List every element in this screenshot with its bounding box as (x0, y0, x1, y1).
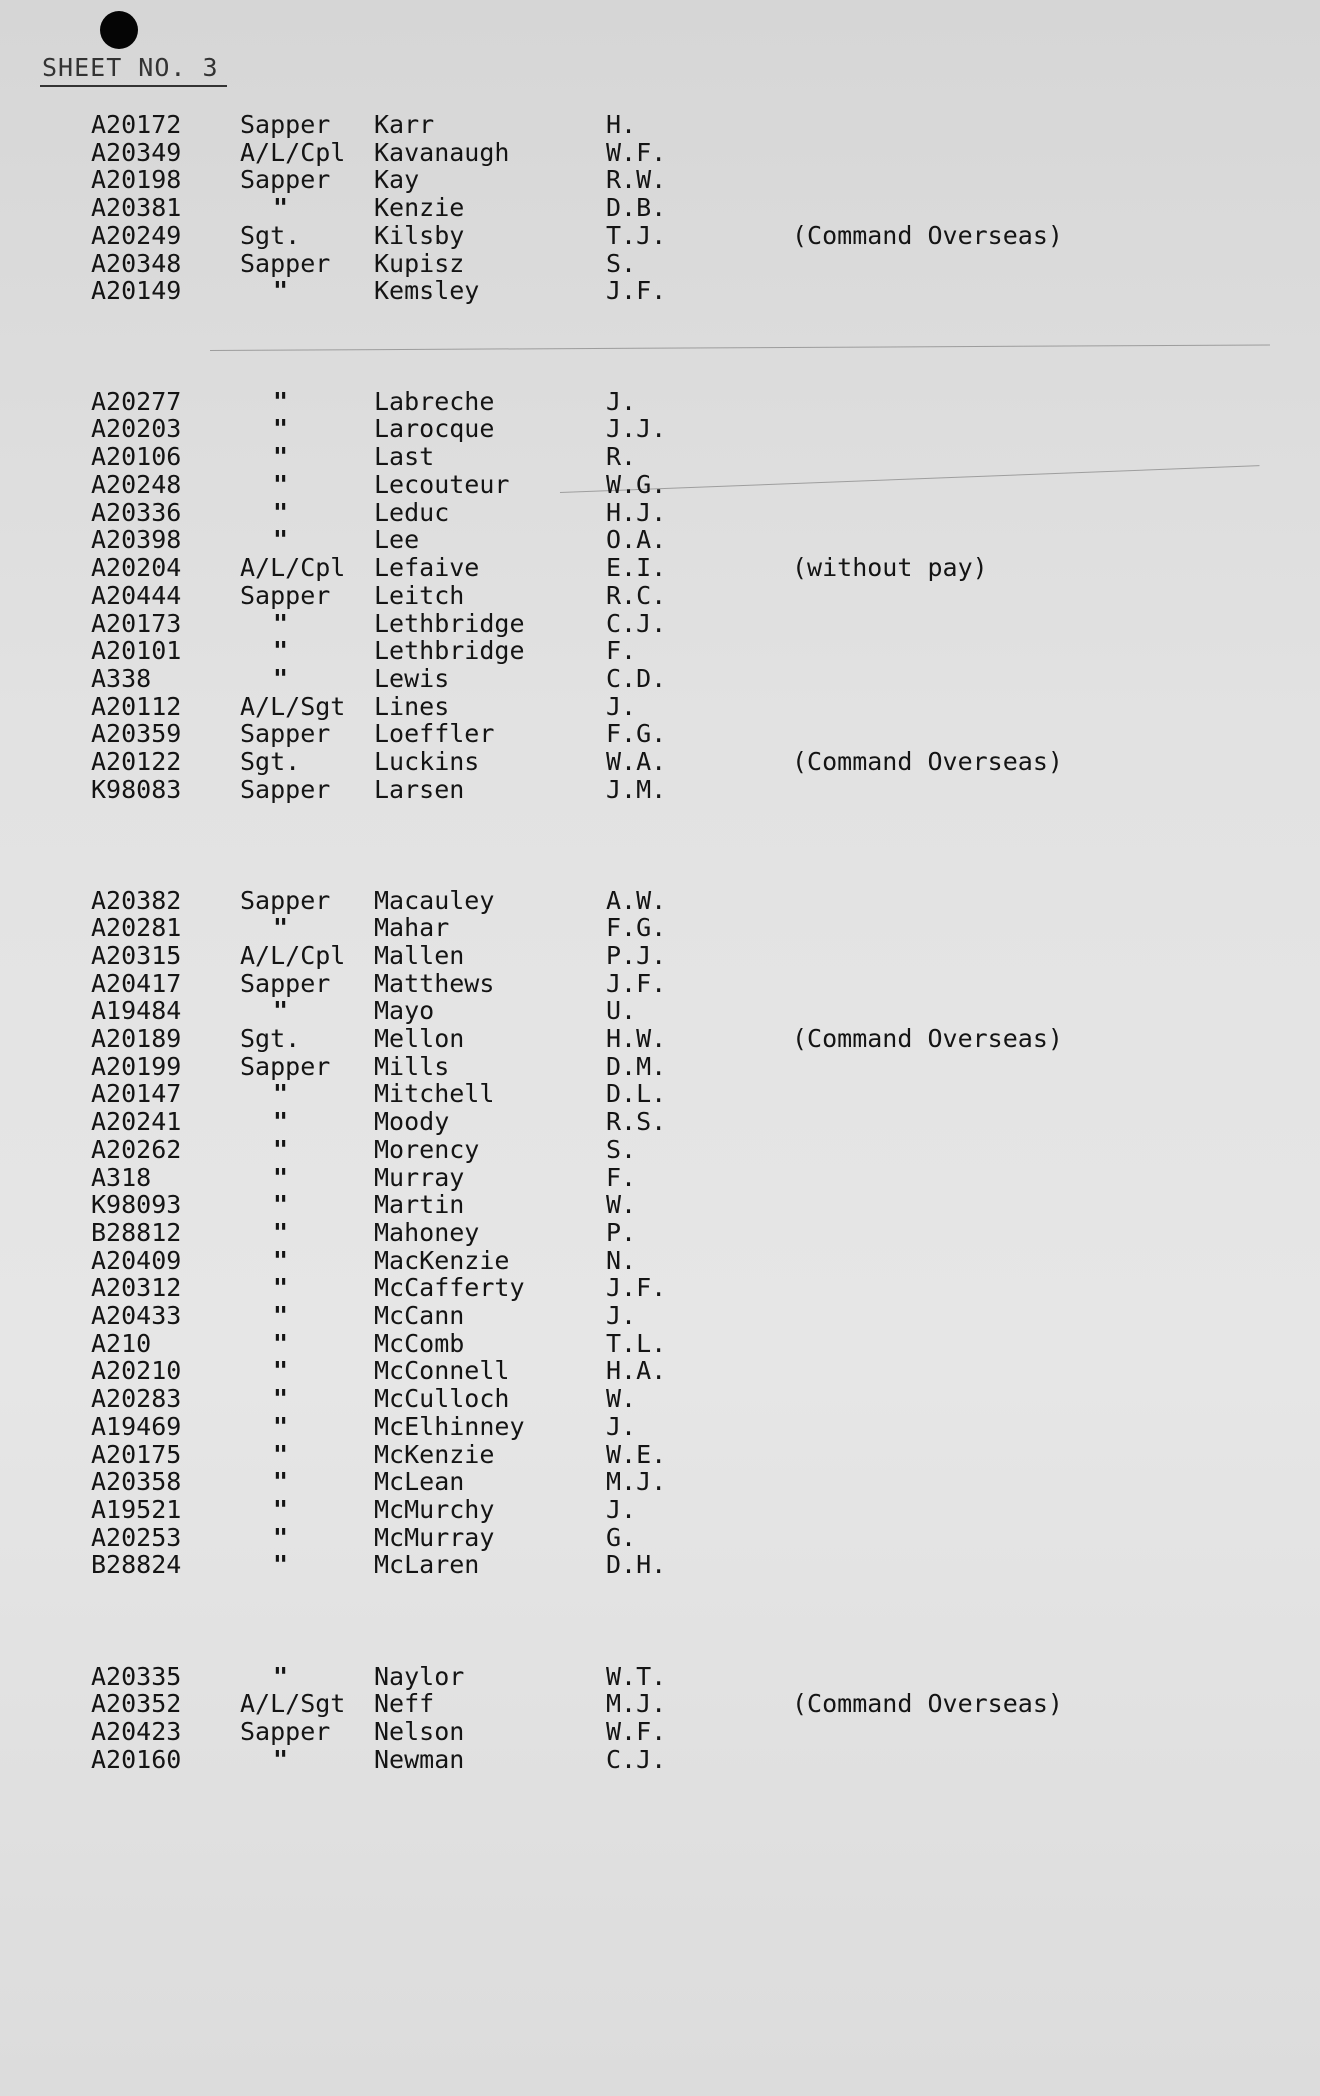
initials: H.A. (606, 1356, 667, 1385)
surname: Kemsley (374, 276, 480, 305)
initials: R.W. (606, 165, 667, 194)
rank: Sapper (240, 775, 331, 804)
roster-row (0, 1357, 1320, 1385)
surname: Mallen (374, 941, 465, 970)
service-number: A20172 (91, 110, 182, 139)
service-number: A20175 (91, 1440, 182, 1469)
service-number: A20189 (91, 1024, 182, 1053)
remark: (Command Overseas) (792, 1024, 1063, 1053)
initials: T.L. (606, 1329, 667, 1358)
service-number: A20312 (91, 1273, 182, 1302)
initials: G. (606, 1523, 637, 1552)
service-number: A20262 (91, 1135, 182, 1164)
surname: Nelson (374, 1717, 465, 1746)
service-number: A20248 (91, 470, 182, 499)
initials: H.J. (606, 498, 667, 527)
roster-row (0, 415, 1320, 443)
initials: J. (606, 1301, 637, 1330)
roster-row (0, 693, 1320, 721)
surname: Larsen (374, 775, 465, 804)
initials: O.A. (606, 525, 667, 554)
service-number: A20352 (91, 1689, 182, 1718)
initials: H. (606, 110, 637, 139)
service-number: A20173 (91, 609, 182, 638)
rank: " (273, 1495, 289, 1524)
rank: " (273, 1273, 289, 1302)
roster-row (0, 499, 1320, 527)
rank: Sapper (240, 581, 331, 610)
surname: Mellon (374, 1024, 465, 1053)
roster-row (0, 1219, 1320, 1247)
remark: (Command Overseas) (792, 1689, 1063, 1718)
rank: " (273, 276, 289, 305)
service-number: A20417 (91, 969, 182, 998)
roster-row (0, 1025, 1320, 1053)
initials: J.F. (606, 276, 667, 305)
roster-row (0, 1524, 1320, 1552)
remark: (without pay) (792, 553, 988, 582)
roster-row (0, 997, 1320, 1025)
remark: (Command Overseas) (792, 747, 1063, 776)
rank: " (273, 498, 289, 527)
service-number: A19484 (91, 996, 182, 1025)
initials: J. (606, 692, 637, 721)
initials: C.J. (606, 1745, 667, 1774)
surname: McLean (374, 1467, 465, 1496)
rank: A/L/Cpl (240, 553, 346, 582)
initials: W.F. (606, 1717, 667, 1746)
service-number: B28812 (91, 1218, 182, 1247)
rank: Sapper (240, 1052, 331, 1081)
service-number: A20277 (91, 387, 182, 416)
initials: W.E. (606, 1440, 667, 1469)
roster-row (0, 111, 1320, 139)
service-number: A20444 (91, 581, 182, 610)
rank: Sapper (240, 969, 331, 998)
service-number: A210 (91, 1329, 152, 1358)
surname: Lethbridge (374, 636, 525, 665)
rank: " (273, 193, 289, 222)
initials: D.B. (606, 193, 667, 222)
initials: P.J. (606, 941, 667, 970)
rank: Sapper (240, 110, 331, 139)
rank: " (273, 1163, 289, 1192)
rank: " (273, 1356, 289, 1385)
rank: Sapper (240, 249, 331, 278)
surname: Neff (374, 1689, 435, 1718)
surname: Mills (374, 1052, 450, 1081)
service-number: A20382 (91, 886, 182, 915)
rank: " (273, 1662, 289, 1691)
punch-hole (100, 11, 138, 49)
service-number: A20241 (91, 1107, 182, 1136)
surname: Labreche (374, 387, 495, 416)
paper-crease (210, 344, 1270, 351)
rank: " (273, 470, 289, 499)
rank: " (273, 1329, 289, 1358)
surname: Lee (374, 525, 420, 554)
surname: McCafferty (374, 1273, 525, 1302)
service-number: A20398 (91, 525, 182, 554)
service-number: A20253 (91, 1523, 182, 1552)
rank: A/L/Sgt (240, 692, 346, 721)
remark: (Command Overseas) (792, 221, 1063, 250)
service-number: A20147 (91, 1079, 182, 1108)
initials: F. (606, 1163, 637, 1192)
surname: Lewis (374, 664, 450, 693)
rank: A/L/Cpl (240, 941, 346, 970)
surname: McConnell (374, 1356, 510, 1385)
service-number: A20349 (91, 138, 182, 167)
rank: Sgt. (240, 221, 301, 250)
surname: Macauley (374, 886, 495, 915)
initials: H.W. (606, 1024, 667, 1053)
service-number: A20433 (91, 1301, 182, 1330)
rank: " (273, 525, 289, 554)
surname: Kenzie (374, 193, 465, 222)
roster-row (0, 1053, 1320, 1081)
service-number: A19469 (91, 1412, 182, 1441)
surname: Lecouteur (374, 470, 510, 499)
initials: W.G. (606, 470, 667, 499)
service-number: A20423 (91, 1717, 182, 1746)
rank: " (273, 664, 289, 693)
roster-row (0, 887, 1320, 915)
initials: E.I. (606, 553, 667, 582)
surname: Larocque (374, 414, 495, 443)
roster-row (0, 970, 1320, 998)
roster-row (0, 139, 1320, 167)
initials: J. (606, 1495, 637, 1524)
rank: " (273, 1745, 289, 1774)
rank: " (273, 1412, 289, 1441)
service-number: A20281 (91, 913, 182, 942)
rank: A/L/Sgt (240, 1689, 346, 1718)
surname: MacKenzie (374, 1246, 510, 1275)
initials: J.F. (606, 1273, 667, 1302)
service-number: B28824 (91, 1550, 182, 1579)
service-number: A20409 (91, 1246, 182, 1275)
roster-row (0, 194, 1320, 222)
rank: Sgt. (240, 747, 301, 776)
rank: " (273, 1440, 289, 1469)
roster-row (0, 554, 1320, 582)
initials: D.L. (606, 1079, 667, 1108)
service-number: A20210 (91, 1356, 182, 1385)
surname: Matthews (374, 969, 495, 998)
rank: " (273, 442, 289, 471)
roster-row (0, 388, 1320, 416)
rank: Sapper (240, 165, 331, 194)
surname: Luckins (374, 747, 480, 776)
roster-row (0, 720, 1320, 748)
service-number: A20336 (91, 498, 182, 527)
initials: R.C. (606, 581, 667, 610)
surname: Lethbridge (374, 609, 525, 638)
initials: W.T. (606, 1662, 667, 1691)
service-number: A20283 (91, 1384, 182, 1413)
surname: McKenzie (374, 1440, 495, 1469)
rank: " (273, 1550, 289, 1579)
service-number: A20122 (91, 747, 182, 776)
roster-row (0, 1274, 1320, 1302)
service-number: A20199 (91, 1052, 182, 1081)
service-number: A19521 (91, 1495, 182, 1524)
service-number: K98093 (91, 1190, 182, 1219)
service-number: A20149 (91, 276, 182, 305)
rank: " (273, 1467, 289, 1496)
rank: " (273, 414, 289, 443)
roster-row (0, 1108, 1320, 1136)
initials: D.H. (606, 1550, 667, 1579)
initials: S. (606, 1135, 637, 1164)
rank: " (273, 1218, 289, 1247)
initials: W.F. (606, 138, 667, 167)
sheet-title: SHEET NO. 3 (40, 52, 227, 87)
roster-row (0, 1718, 1320, 1746)
initials: F. (606, 636, 637, 665)
surname: Newman (374, 1745, 465, 1774)
service-number: A338 (91, 664, 152, 693)
roster-row (0, 1441, 1320, 1469)
rank: " (273, 1107, 289, 1136)
surname: Mahoney (374, 1218, 480, 1247)
initials: J. (606, 387, 637, 416)
roster-row (0, 250, 1320, 278)
rank: Sapper (240, 886, 331, 915)
rank: " (273, 387, 289, 416)
roster-row (0, 914, 1320, 942)
surname: Kilsby (374, 221, 465, 250)
initials: W. (606, 1190, 637, 1219)
initials: N. (606, 1246, 637, 1275)
roster-row (0, 471, 1320, 499)
service-number: A20315 (91, 941, 182, 970)
surname: McMurray (374, 1523, 495, 1552)
service-number: A20348 (91, 249, 182, 278)
roster-row (0, 1247, 1320, 1275)
rank: " (273, 609, 289, 638)
surname: Mayo (374, 996, 435, 1025)
initials: J.F. (606, 969, 667, 998)
surname: Murray (374, 1163, 465, 1192)
surname: Moody (374, 1107, 450, 1136)
service-number: A318 (91, 1163, 152, 1192)
service-number: A20106 (91, 442, 182, 471)
initials: R.S. (606, 1107, 667, 1136)
roster-row (0, 637, 1320, 665)
rank: " (273, 636, 289, 665)
initials: U. (606, 996, 637, 1025)
service-number: A20249 (91, 221, 182, 250)
roster-row (0, 526, 1320, 554)
roster-row (0, 1164, 1320, 1192)
roster-row (0, 1468, 1320, 1496)
surname: Leitch (374, 581, 465, 610)
initials: W. (606, 1384, 637, 1413)
rank: " (273, 913, 289, 942)
rank: " (273, 1523, 289, 1552)
initials: A.W. (606, 886, 667, 915)
initials: C.D. (606, 664, 667, 693)
rank: " (273, 1246, 289, 1275)
surname: McCulloch (374, 1384, 510, 1413)
roster-row (0, 222, 1320, 250)
service-number: K98083 (91, 775, 182, 804)
roster-row (0, 443, 1320, 471)
surname: Last (374, 442, 435, 471)
surname: Lefaive (374, 553, 480, 582)
surname: Naylor (374, 1662, 465, 1691)
surname: Martin (374, 1190, 465, 1219)
surname: Kupisz (374, 249, 465, 278)
initials: R. (606, 442, 637, 471)
surname: Lines (374, 692, 450, 721)
surname: Leduc (374, 498, 450, 527)
roster-row (0, 1330, 1320, 1358)
roster-row (0, 748, 1320, 776)
roster-row (0, 166, 1320, 194)
roster-row (0, 1136, 1320, 1164)
initials: J.M. (606, 775, 667, 804)
service-number: A20101 (91, 636, 182, 665)
initials: F.G. (606, 913, 667, 942)
service-number: A20160 (91, 1745, 182, 1774)
roster-row (0, 1302, 1320, 1330)
service-number: A20204 (91, 553, 182, 582)
service-number: A20381 (91, 193, 182, 222)
initials: M.J. (606, 1467, 667, 1496)
roster-row (0, 776, 1320, 804)
rank: " (273, 1135, 289, 1164)
surname: Karr (374, 110, 435, 139)
initials: J. (606, 1412, 637, 1441)
surname: McComb (374, 1329, 465, 1358)
rank: " (273, 1301, 289, 1330)
roster-row (0, 1385, 1320, 1413)
rank: A/L/Cpl (240, 138, 346, 167)
rank: " (273, 996, 289, 1025)
rank: Sgt. (240, 1024, 301, 1053)
rank: " (273, 1079, 289, 1108)
initials: P. (606, 1218, 637, 1247)
surname: Morency (374, 1135, 480, 1164)
surname: McCann (374, 1301, 465, 1330)
roster-row (0, 1413, 1320, 1441)
surname: McLaren (374, 1550, 480, 1579)
surname: Mahar (374, 913, 450, 942)
service-number: A20198 (91, 165, 182, 194)
surname: Kavanaugh (374, 138, 510, 167)
surname: McElhinney (374, 1412, 525, 1441)
surname: Kay (374, 165, 420, 194)
roster-row (0, 1191, 1320, 1219)
initials: T.J. (606, 221, 667, 250)
roster-row (0, 1080, 1320, 1108)
initials: J.J. (606, 414, 667, 443)
service-number: A20359 (91, 719, 182, 748)
rank: Sapper (240, 1717, 331, 1746)
service-number: A20203 (91, 414, 182, 443)
roster-row (0, 1746, 1320, 1774)
service-number: A20358 (91, 1467, 182, 1496)
service-number: A20335 (91, 1662, 182, 1691)
surname: Mitchell (374, 1079, 495, 1108)
rank: " (273, 1190, 289, 1219)
initials: S. (606, 249, 637, 278)
initials: M.J. (606, 1689, 667, 1718)
roster-row (0, 610, 1320, 638)
roster-row (0, 1663, 1320, 1691)
surname: McMurchy (374, 1495, 495, 1524)
roster-row (0, 1496, 1320, 1524)
initials: D.M. (606, 1052, 667, 1081)
initials: C.J. (606, 609, 667, 638)
roster-row (0, 277, 1320, 305)
roster-row (0, 1551, 1320, 1579)
surname: Loeffler (374, 719, 495, 748)
rank: Sapper (240, 719, 331, 748)
roster-row (0, 1690, 1320, 1718)
initials: W.A. (606, 747, 667, 776)
service-number: A20112 (91, 692, 182, 721)
initials: F.G. (606, 719, 667, 748)
roster-row (0, 665, 1320, 693)
roster-row (0, 942, 1320, 970)
rank: " (273, 1384, 289, 1413)
roster-row (0, 582, 1320, 610)
